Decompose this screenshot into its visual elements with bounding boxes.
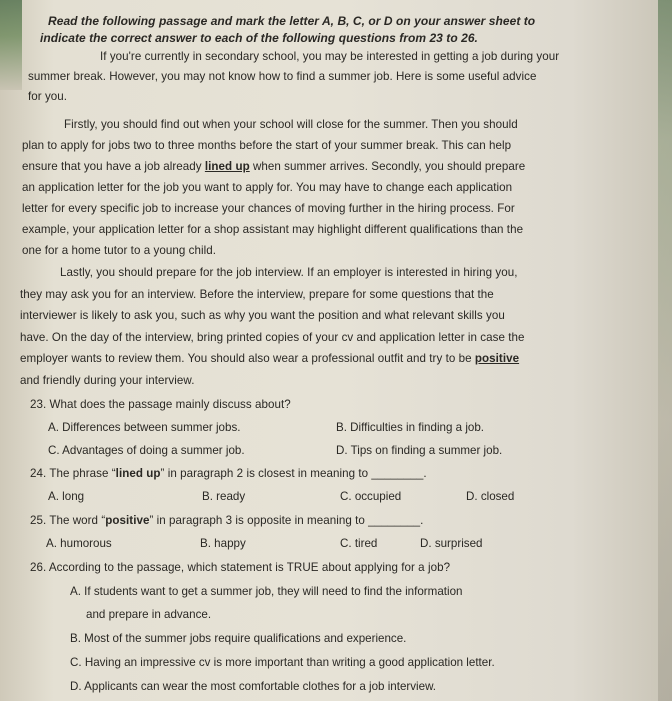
q24-option-c[interactable]: C. occupied: [340, 490, 402, 503]
passage-p3-line-5-pre: employer wants to review them. You should also wear a professional outfit and try to be: [20, 352, 475, 365]
q25-option-c[interactable]: C. tired: [340, 537, 378, 550]
passage-p2-line-3: [22, 160, 525, 173]
instruction-line-1: Read the following passage and mark the letter A, B, C, or D on your answer sheet to: [48, 14, 536, 28]
q23-option-a[interactable]: A. Differences between summer jobs.: [48, 421, 241, 434]
q26-stem: 26. According to the passage, which statement is TRUE about applying for a job?: [30, 561, 451, 574]
q26-option-b[interactable]: B. Most of the summer jobs require qualifications and experience.: [70, 632, 407, 645]
q25-stem-pre: 25. The word “: [30, 514, 106, 527]
passage-p2-line-5: letter for every specific job to increase your chances of moving further in the hiring process. For: [22, 202, 515, 215]
q25-option-a[interactable]: A. humorous: [46, 537, 112, 550]
passage-p2-line-3-post: when summer arrives. Secondly, you should prepare: [249, 160, 526, 173]
q25-option-d[interactable]: D. surprised: [420, 537, 483, 550]
keyword-lined-up: lined up: [204, 160, 250, 173]
passage-p1-line-3: for you.: [28, 90, 68, 103]
q25-stem-keyword: positive: [105, 514, 150, 527]
q25-stem: [30, 514, 423, 527]
passage-p3-line-6: and friendly during your interview.: [20, 374, 195, 387]
q24-stem: [30, 467, 427, 480]
q26-option-a[interactable]: A. If students want to get a summer job, they will need to find the information: [70, 585, 463, 598]
passage-p3-line-3: interviewer is likely to ask you, such as why you want the position and what relevant skills you: [20, 309, 505, 322]
q25-option-b[interactable]: B. happy: [200, 537, 246, 550]
passage-p2-line-2: plan to apply for jobs two to three months before the start of your summer break. This can help: [22, 139, 512, 152]
q24-stem-keyword: lined up: [115, 467, 161, 480]
q25-stem-post: ” in paragraph 3 is opposite in meaning to ________.: [149, 514, 424, 527]
q24-option-a[interactable]: A. long: [48, 490, 85, 503]
passage-p2-line-3-pre: ensure that you have a job already: [22, 160, 205, 173]
passage-p3-line-2: they may ask you for an interview. Before the interview, prepare for some questions that the: [20, 288, 494, 301]
q23-stem: 23. What does the passage mainly discuss about?: [30, 398, 291, 411]
passage-p3-line-5: [20, 352, 519, 365]
q23-option-b[interactable]: B. Difficulties in finding a job.: [336, 421, 485, 434]
passage-p3-line-4: have. On the day of the interview, bring printed copies of your cv and application letter in case the: [20, 331, 525, 344]
passage-p3-line-1: Lastly, you should prepare for the job interview. If an employer is interested in hiring you,: [60, 266, 518, 279]
keyword-positive: positive: [474, 352, 520, 365]
passage-p2-line-1: Firstly, you should find out when your school will close for the summer. Then you should: [64, 118, 518, 131]
passage-p2-line-7: one for a home tutor to a young child.: [22, 244, 216, 257]
q26-option-a-continued: and prepare in advance.: [86, 608, 212, 621]
q24-option-d[interactable]: D. closed: [466, 490, 515, 503]
passage-p2-line-6: example, your application letter for a shop assistant may highlight different qualifications than the: [22, 223, 524, 236]
passage-p1-line-1: If you're currently in secondary school, you may be interested in getting a job during your: [100, 50, 560, 63]
q26-option-d[interactable]: D. Applicants can wear the most comfortable clothes for a job interview.: [70, 680, 437, 693]
q23-option-d[interactable]: D. Tips on finding a summer job.: [336, 444, 503, 457]
passage-p2-line-4: an application letter for the job you want to apply for. You may have to change each application: [22, 181, 513, 194]
q23-option-c[interactable]: C. Advantages of doing a summer job.: [48, 444, 245, 457]
q26-option-c[interactable]: C. Having an impressive cv is more important than writing a good application letter.: [70, 656, 495, 669]
q24-stem-pre: 24. The phrase “: [30, 467, 116, 480]
q24-option-b[interactable]: B. ready: [202, 490, 246, 503]
instruction-line-2: indicate the correct answer to each of the following questions from 23 to 26.: [40, 31, 478, 45]
passage-p1-line-2: summer break. However, you may not know how to find a summer job. Here is some useful advice: [28, 70, 537, 83]
q24-stem-post: ” in paragraph 2 is closest in meaning to ________.: [160, 467, 427, 480]
